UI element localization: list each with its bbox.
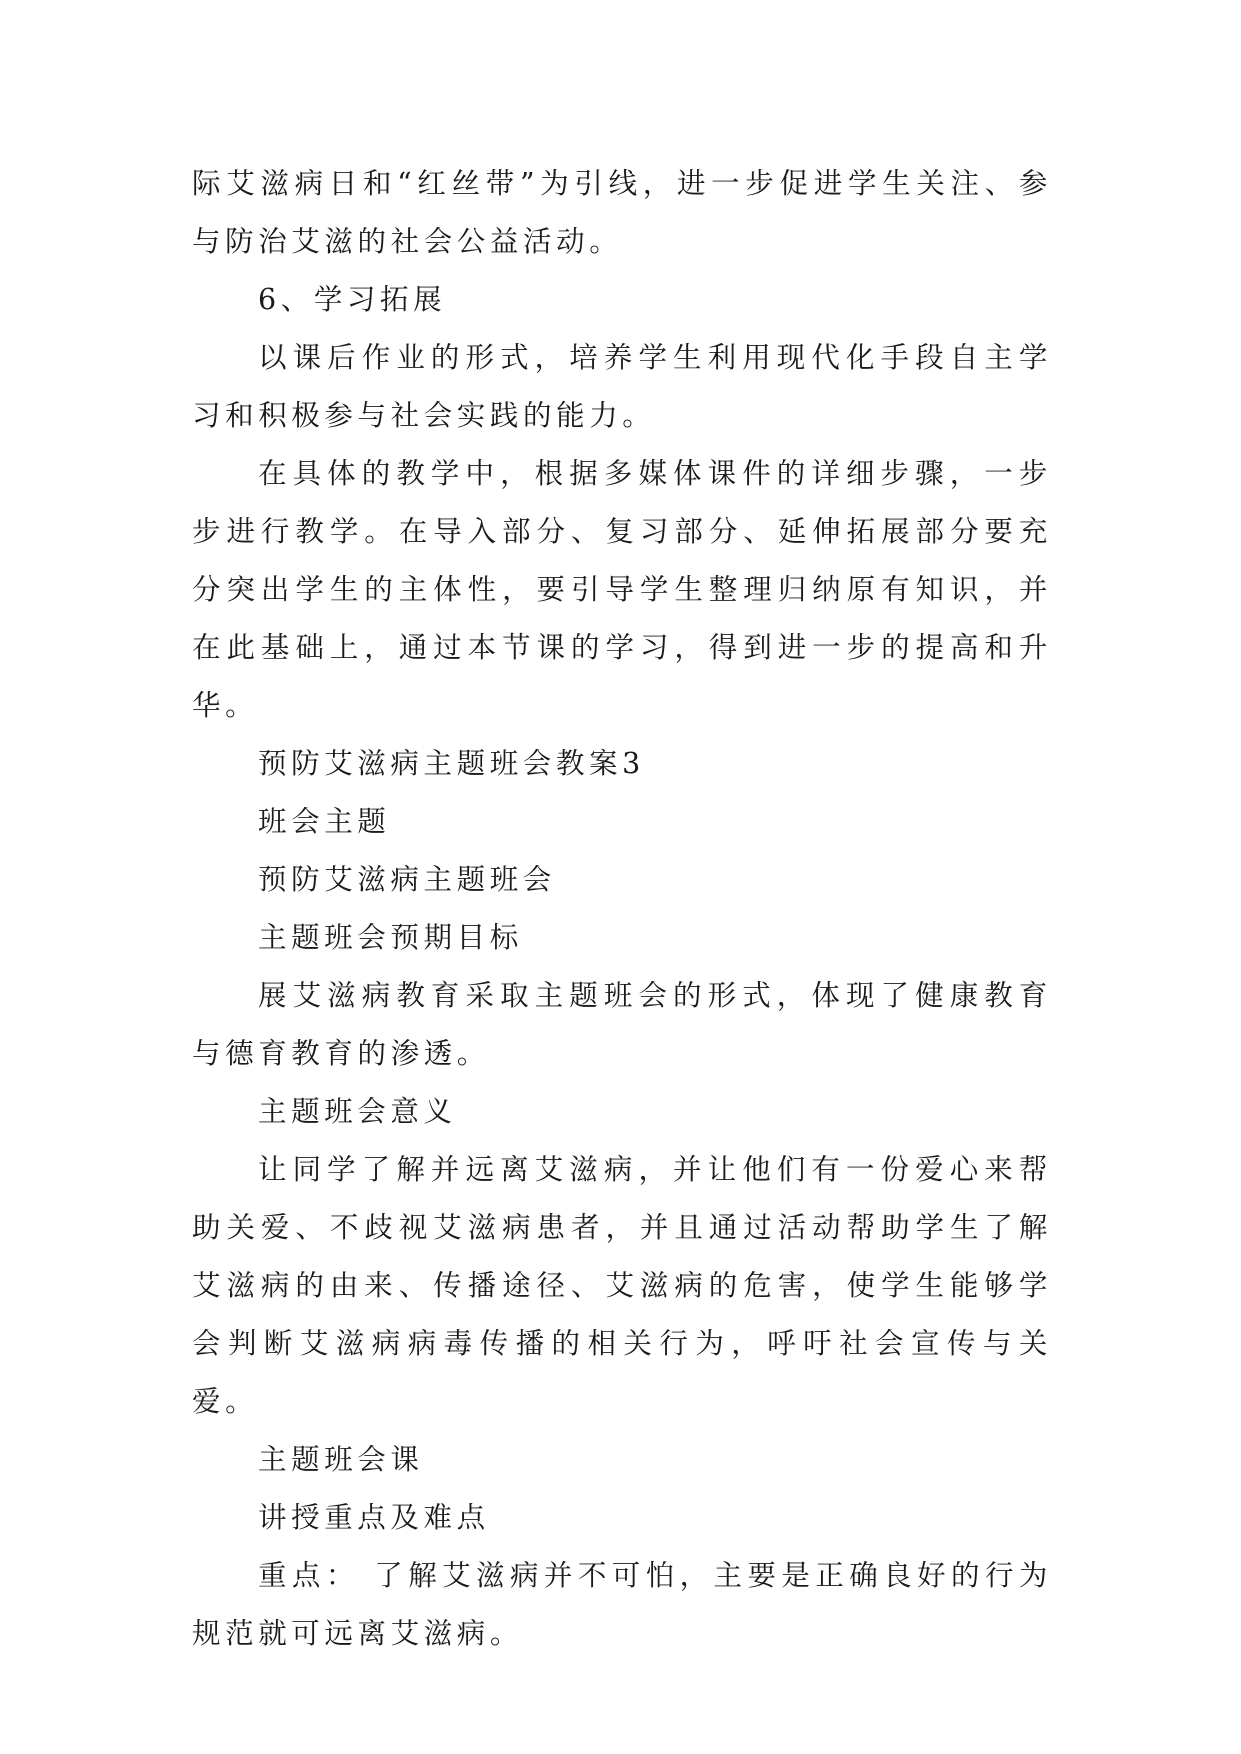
section-heading: 主题班会预期目标 [258,921,523,954]
document-title: 预防艾滋病主题班会教案3 [258,747,645,780]
paragraph: 以课后作业的形式，培养学生利用现代化手段自主学习和积极参与社会实践的能力。 [192,341,1052,432]
section-heading: 班会主题 [258,805,391,838]
paragraph: 让同学了解并远离艾滋病，并让他们有一份爱心来帮助关爱、不歧视艾滋病患者，并且通过活动帮助学生了解艾滋病的由来、传播途径、艾滋病的危害，使学生能够学会判断艾滋病病毒传播的相关行为，呼吁社会宣传与关爱。 [192,1153,1052,1418]
section-heading: 6、学习拓展 [258,283,447,316]
paragraph: 际艾滋病日和“红丝带”为引线，进一步促进学生关注、参与防治艾滋的社会公益活动。 [192,167,1052,258]
section-heading: 主题班会课 [258,1443,424,1476]
paragraph: 展艾滋病教育采取主题班会的形式，体现了健康教育与德育教育的渗透。 [192,979,1052,1070]
paragraph: 预防艾滋病主题班会 [258,863,556,896]
paragraph: 重点： 了解艾滋病并不可怕，主要是正确良好的行为规范就可远离艾滋病。 [192,1559,1052,1650]
document-body [192,155,1052,1663]
section-heading: 主题班会意义 [258,1095,457,1128]
paragraph: 在具体的教学中，根据多媒体课件的详细步骤，一步步进行教学。在导入部分、复习部分、延伸拓展部分要充分突出学生的主体性，要引导学生整理归纳原有知识，并在此基础上，通过本节课的学习，得到进一步的提高和升华。 [192,457,1052,722]
section-heading: 讲授重点及难点 [258,1501,490,1534]
